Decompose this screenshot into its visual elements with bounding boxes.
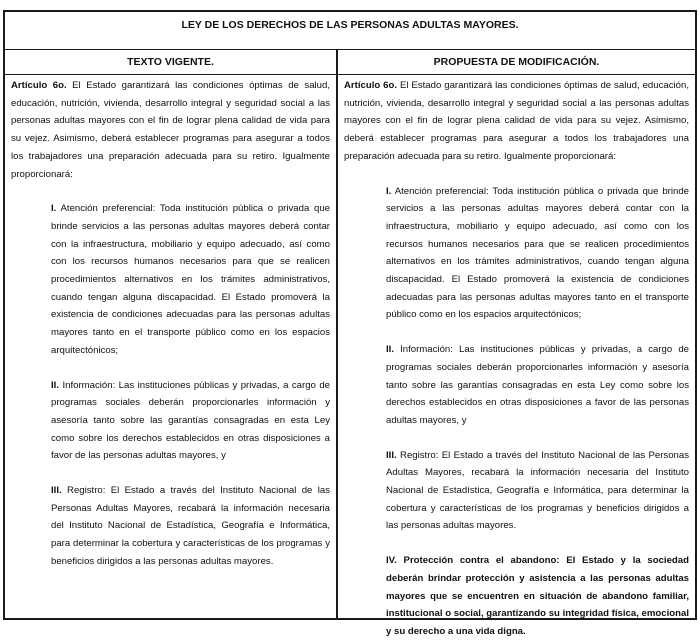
article-paragraph bbox=[11, 77, 330, 183]
fraccion-numeral: IV. bbox=[386, 555, 397, 567]
texto-vigente-cell bbox=[5, 75, 338, 618]
fraccion-paragraph bbox=[386, 341, 689, 430]
fraccion-numeral: III. bbox=[386, 449, 397, 461]
fraccion-numeral: II. bbox=[386, 344, 394, 356]
fraccion-paragraph bbox=[386, 183, 689, 325]
fraccion-numeral: I. bbox=[386, 185, 392, 197]
fraccion-text: Registro: El Estado a través del Instituto Nacional de las Personas Adultas Mayores, recabará la información necesaria del Instituto Nacional de Estadística, Geografía e Informática, para determinar la cobertura y características de los programas y beneficios dirigidos a las personas adultas mayores. bbox=[386, 449, 689, 532]
article-text: El Estado garantizará las condiciones óptimas de salud, educación, nutrición, vivienda, desarrollo integral y seguridad social a las personas adultas mayores con el fin de lograr plena calidad de vida para su vejez. Asimismo, deberá establecer programas para asegurar a todos los trabajadores una preparación adecuada para su retiro. Igualmente proporcionará: bbox=[344, 80, 689, 162]
article-paragraph bbox=[344, 77, 689, 166]
fraccion-text: Protección contra el abandono: El Estado y la sociedad deberán brindar protección y asistencia a las personas adultas mayores que se encuentren en situación de abandono familiar, institucional o social, garantizando su integridad física, emocional y su derecho a una vida digna. bbox=[386, 555, 689, 637]
article-text: El Estado garantizará las condiciones óptimas de salud, educación, nutrición, vivienda, desarrollo integral y seguridad social a las personas adultas mayores con el fin de lograr plena calidad de vida para su vejez. Asimismo, deberá establecer programas para asegurar a todos los trabajadores una preparación adecuada para su retiro. Igualmente proporcionará: bbox=[11, 80, 331, 180]
fraccion-text: Atención preferencial: Toda institución pública o privada que brinde servicios a las personas adultas mayores deberá contar con la infraestructura, mobiliario y equipo adecuado, así como con los recursos humanos necesarios para que se realicen procedimientos alternativos en los trámites administrativos, cuando tengan alguna discapacidad. El Estado promoverá la existencia de condiciones adecuadas para las personas adultas mayores tanto en el transporte público como en los espacios arquitectónicos; bbox=[386, 185, 689, 321]
fraccion-numeral: III. bbox=[51, 485, 62, 497]
table-body-row bbox=[5, 75, 695, 637]
fraccion-numeral: II. bbox=[51, 379, 59, 391]
fraccion-paragraph bbox=[386, 447, 689, 536]
table-title-row bbox=[5, 12, 695, 50]
article-label: Artículo 6o. bbox=[11, 80, 67, 91]
fraccion-paragraph bbox=[51, 377, 330, 466]
article-label: Artículo 6o. bbox=[344, 80, 398, 91]
fraccion-numeral: I. bbox=[51, 203, 57, 215]
column-header-row bbox=[5, 50, 695, 75]
header-propuesta: PROPUESTA DE MODIFICACIÓN. bbox=[433, 56, 600, 68]
fraccion-text: Registro: El Estado a través del Instituto Nacional de las Personas Adultas Mayores, recabará la información necesaria del Instituto Nacional de Estadística, Geografía e Informática, para determinar la cobertura y características de los programas y beneficios dirigidos a las personas adultas mayores. bbox=[51, 485, 330, 567]
comparison-table bbox=[3, 10, 697, 637]
fraccion-text: Atención preferencial: Toda institución pública o privada que brinde servicios a las personas adultas mayores deberá contar con la infraestructura, mobiliario y equipo adecuado, así como con los recursos humanos necesarios para que se realicen procedimientos alternativos en los trámites administrativos, cuando tengan alguna discapacidad. El Estado promoverá la existencia de condiciones adecuadas para las personas adultas mayores tanto en el transporte público como en los espacios arquitectónicos; bbox=[51, 203, 330, 356]
fraccion-text: Información: Las instituciones públicas y privadas, a cargo de programas sociales deberán proporcionarles información y asesoría tanto sobre las garantías consagradas en esta Ley como sobre los derechos establecidos en otras disposiciones a favor de las personas adultas mayores, y bbox=[51, 379, 330, 462]
fraccion-paragraph bbox=[51, 482, 330, 571]
law-title: LEY DE LOS DERECHOS DE LAS PERSONAS ADULTAS MAYORES. bbox=[181, 19, 519, 31]
fraccion-paragraph bbox=[51, 200, 330, 359]
fraccion-paragraph-new bbox=[386, 552, 689, 641]
fraccion-text: Información: Las instituciones públicas y privadas, a cargo de programas sociales deberán proporcionarles información y asesoría tanto sobre las garantías consagradas en esta Ley como sobre los derechos establecidos en otras disposiciones a favor de las personas adultas mayores, y bbox=[386, 344, 689, 426]
propuesta-cell bbox=[338, 75, 695, 637]
header-texto-vigente: TEXTO VIGENTE. bbox=[5, 50, 338, 74]
